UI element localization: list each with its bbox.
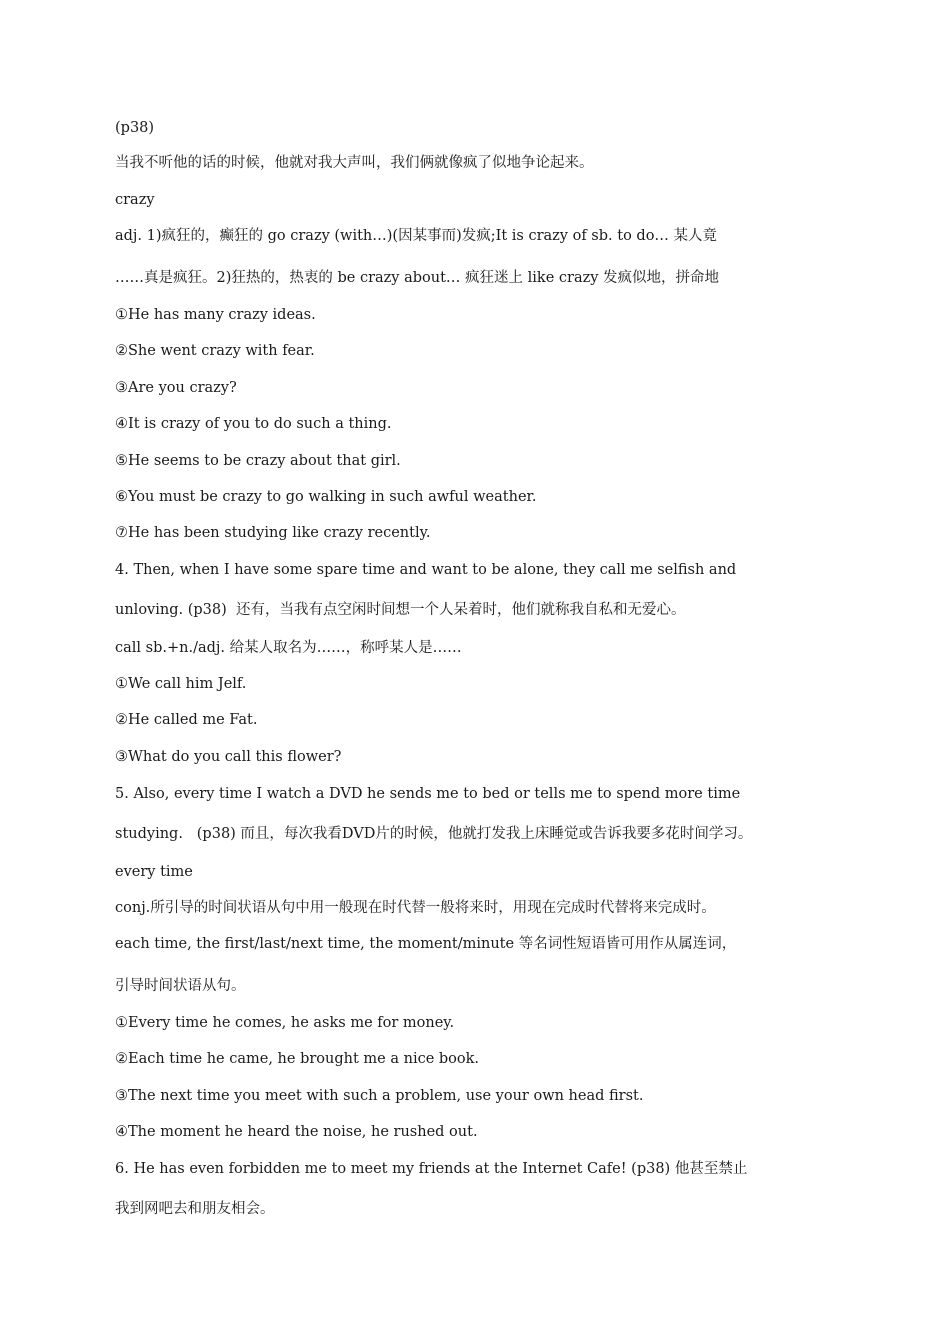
text-line-3: crazy <box>115 192 155 208</box>
text-line-28: ④The moment he heard the noise, he rushed out. <box>115 1124 478 1140</box>
text-line-14: unloving. (p38) 还有，当我有点空闲时间想一个人呆着时，他们就称我自私和无爱心。 <box>115 602 686 618</box>
text-line-2: 当我不听他的话的时候，他就对我大声叫，我们俩就像疯了似地争论起来。 <box>115 155 594 171</box>
text-line-11: ⑥You must be crazy to go walking in such awful weather. <box>115 489 537 505</box>
text-line-27: ③The next time you meet with such a problem, use your own head first. <box>115 1088 644 1104</box>
text-line-19: 5. Also, every time I watch a DVD he sends me to bed or tells me to spend more time <box>115 786 741 802</box>
text-line-13: 4. Then, when I have some spare time and want to be alone, they call me selfish and <box>115 562 737 578</box>
text-line-1: (p38) <box>115 120 155 136</box>
text-line-21: every time <box>115 864 193 880</box>
text-line-7: ②She went crazy with fear. <box>115 343 315 359</box>
text-line-20: studying. (p38) 而且，每次我看DVD片的时候，他就打发我上床睡觉或告诉我要多花时间学习。 <box>115 826 753 842</box>
text-line-24: 引导时间状语从句。 <box>115 978 246 994</box>
text-line-17: ②He called me Fat. <box>115 712 258 728</box>
text-line-5: ……真是疯狂。2)狂热的，热衷的 be crazy about… 疯狂迷上 like crazy 发疯似地，拼命地 <box>115 270 720 286</box>
text-line-9: ④It is crazy of you to do such a thing. <box>115 416 392 432</box>
text-line-8: ③Are you crazy? <box>115 380 237 396</box>
text-line-18: ③What do you call this flower? <box>115 749 342 765</box>
text-line-15: call sb.+n./adj. 给某人取名为……，称呼某人是…… <box>115 640 462 656</box>
text-line-25: ①Every time he comes, he asks me for money. <box>115 1015 455 1031</box>
text-line-30: 我到网吧去和朋友相会。 <box>115 1201 275 1217</box>
text-line-26: ②Each time he came, he brought me a nice book. <box>115 1051 480 1067</box>
text-line-10: ⑤He seems to be crazy about that girl. <box>115 453 401 469</box>
text-line-12: ⑦He has been studying like crazy recently. <box>115 525 431 541</box>
text-line-29: 6. He has even forbidden me to meet my friends at the Internet Cafe! (p38) 他甚至禁止 <box>115 1161 748 1177</box>
text-line-16: ①We call him Jelf. <box>115 676 247 692</box>
text-line-4: adj. 1)疯狂的，癫狂的 go crazy (with…)(因某事而)发疯;It is crazy of sb. to do… 某人竟 <box>115 228 718 244</box>
text-line-22: conj.所引导的时间状语从句中用一般现在时代替一般将来时，用现在完成时代替将来完成时。 <box>115 900 716 916</box>
text-line-6: ①He has many crazy ideas. <box>115 307 316 323</box>
text-line-23: each time, the first/last/next time, the moment/minute 等名词性短语皆可用作从属连词， <box>115 936 737 952</box>
